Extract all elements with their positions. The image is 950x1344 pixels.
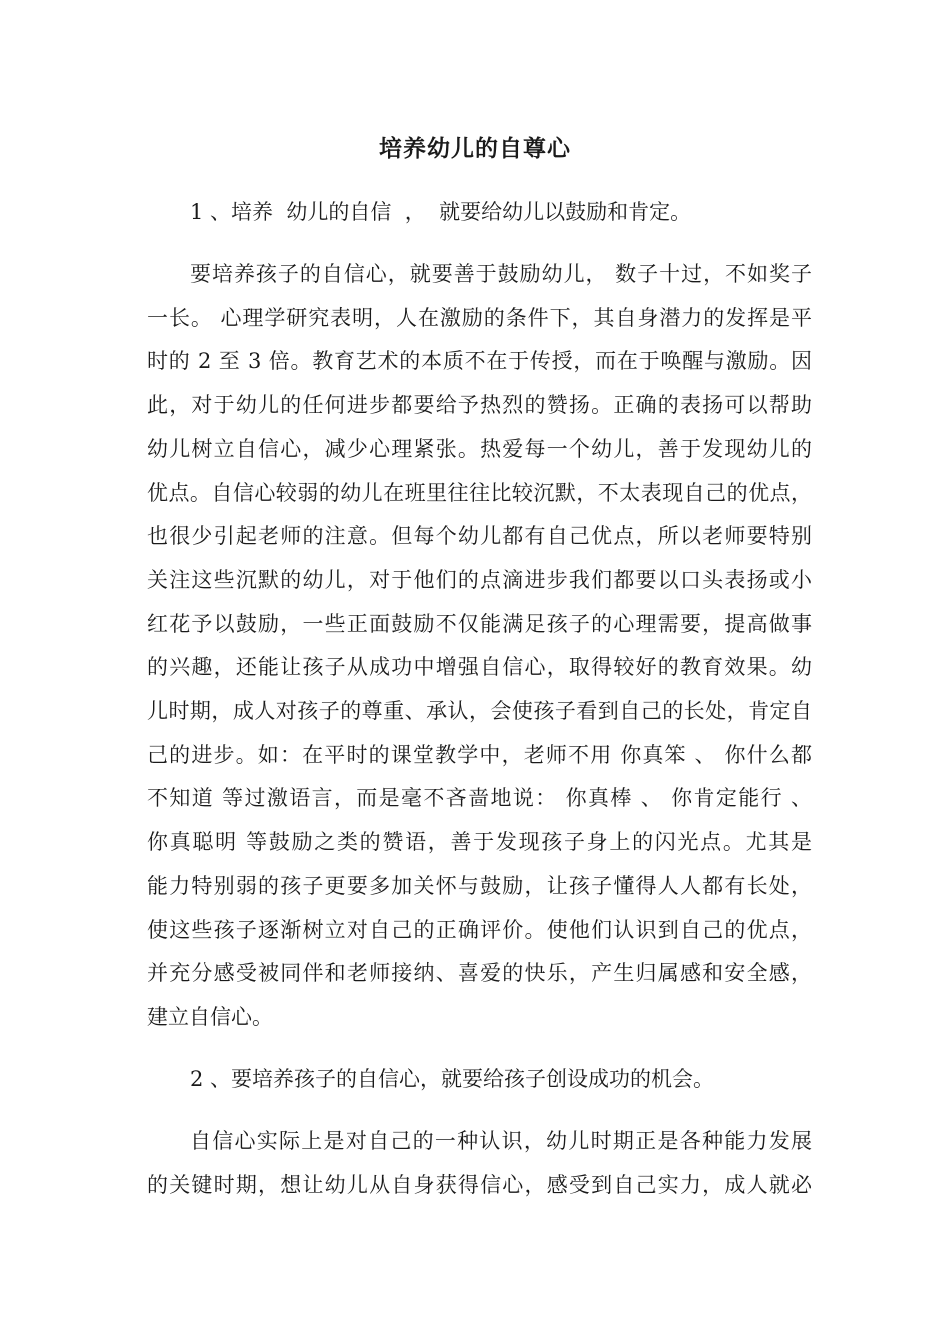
paragraph-line: 一长。 心理学研究表明，人在激励的条件下，其自身潜力的发挥是平: [147, 305, 812, 330]
paragraph-line: 使这些孩子逐渐树立对自己的正确评价。使他们认识到自己的优点，: [147, 917, 812, 942]
document-title: 培养幼儿的自尊心: [379, 135, 571, 162]
section-1-paragraph: [147, 253, 812, 1040]
paragraph-line: 儿时期，成人对孩子的尊重、承认，会使孩子看到自己的长处，肯定自: [147, 699, 812, 724]
paragraph-line: 此，对于幼儿的任何进步都要给予热烈的赞扬。正确的表扬可以帮助: [147, 393, 812, 418]
paragraph-line: 并充分感受被同伴和老师接纳、喜爱的快乐，产生归属感和安全感，: [147, 961, 812, 986]
paragraph-line: 不知道 等过激语言，而是毫不吝啬地说： 你真棒 、 你肯定能行 、: [147, 786, 812, 811]
paragraph-line: 的兴趣，还能让孩子从成功中增强自信心，取得较好的教育效果。幼: [147, 655, 812, 680]
paragraph-line: 红花予以鼓励，一些正面鼓励不仅能满足孩子的心理需要，提高做事: [147, 611, 812, 636]
paragraph-line: 自信心实际上是对自己的一种认识，幼儿时期正是各种能力发展: [190, 1129, 812, 1153]
section-2-heading: 2 、要培养孩子的自信心，就要给孩子创设成功的机会。: [190, 1067, 715, 1091]
paragraph-line: 能力特别弱的孩子更要多加关怀与鼓励，让孩子懂得人人都有长处，: [147, 873, 812, 898]
paragraph-line: 幼儿树立自信心，减少心理紧张。热爱每一个幼儿，善于发现幼儿的: [147, 436, 812, 461]
paragraph-line: 你真聪明 等鼓励之类的赞语，善于发现孩子身上的闪光点。尤其是: [147, 830, 812, 855]
paragraph-line: 的关键时期，想让幼儿从自身获得信心，感受到自己实力，成人就必: [147, 1172, 812, 1197]
section-2-paragraph: [147, 1120, 812, 1207]
paragraph-line: 建立自信心。: [147, 1004, 273, 1029]
paragraph-line: 己的进步。如：在平时的课堂教学中，老师不用 你真笨 、 你什么都: [147, 742, 812, 767]
paragraph-line: 关注这些沉默的幼儿，对于他们的点滴进步我们都要以口头表扬或小: [147, 567, 812, 592]
paragraph-line: 也很少引起老师的注意。但每个幼儿都有自己优点，所以老师要特别: [147, 524, 812, 549]
section-1-heading: 1 、培养 幼儿的自信 ， 就要给幼儿以鼓励和肯定。: [190, 200, 692, 224]
paragraph-line: 时的 2 至 3 倍。教育艺术的本质不在于传授，而在于唤醒与激励。因: [147, 349, 812, 374]
paragraph-line: 优点。自信心较弱的幼儿在班里往往比较沉默，不太表现自己的优点，: [147, 480, 812, 505]
paragraph-line: 要培养孩子的自信心，就要善于鼓励幼儿， 数子十过，不如奖子: [190, 262, 812, 286]
